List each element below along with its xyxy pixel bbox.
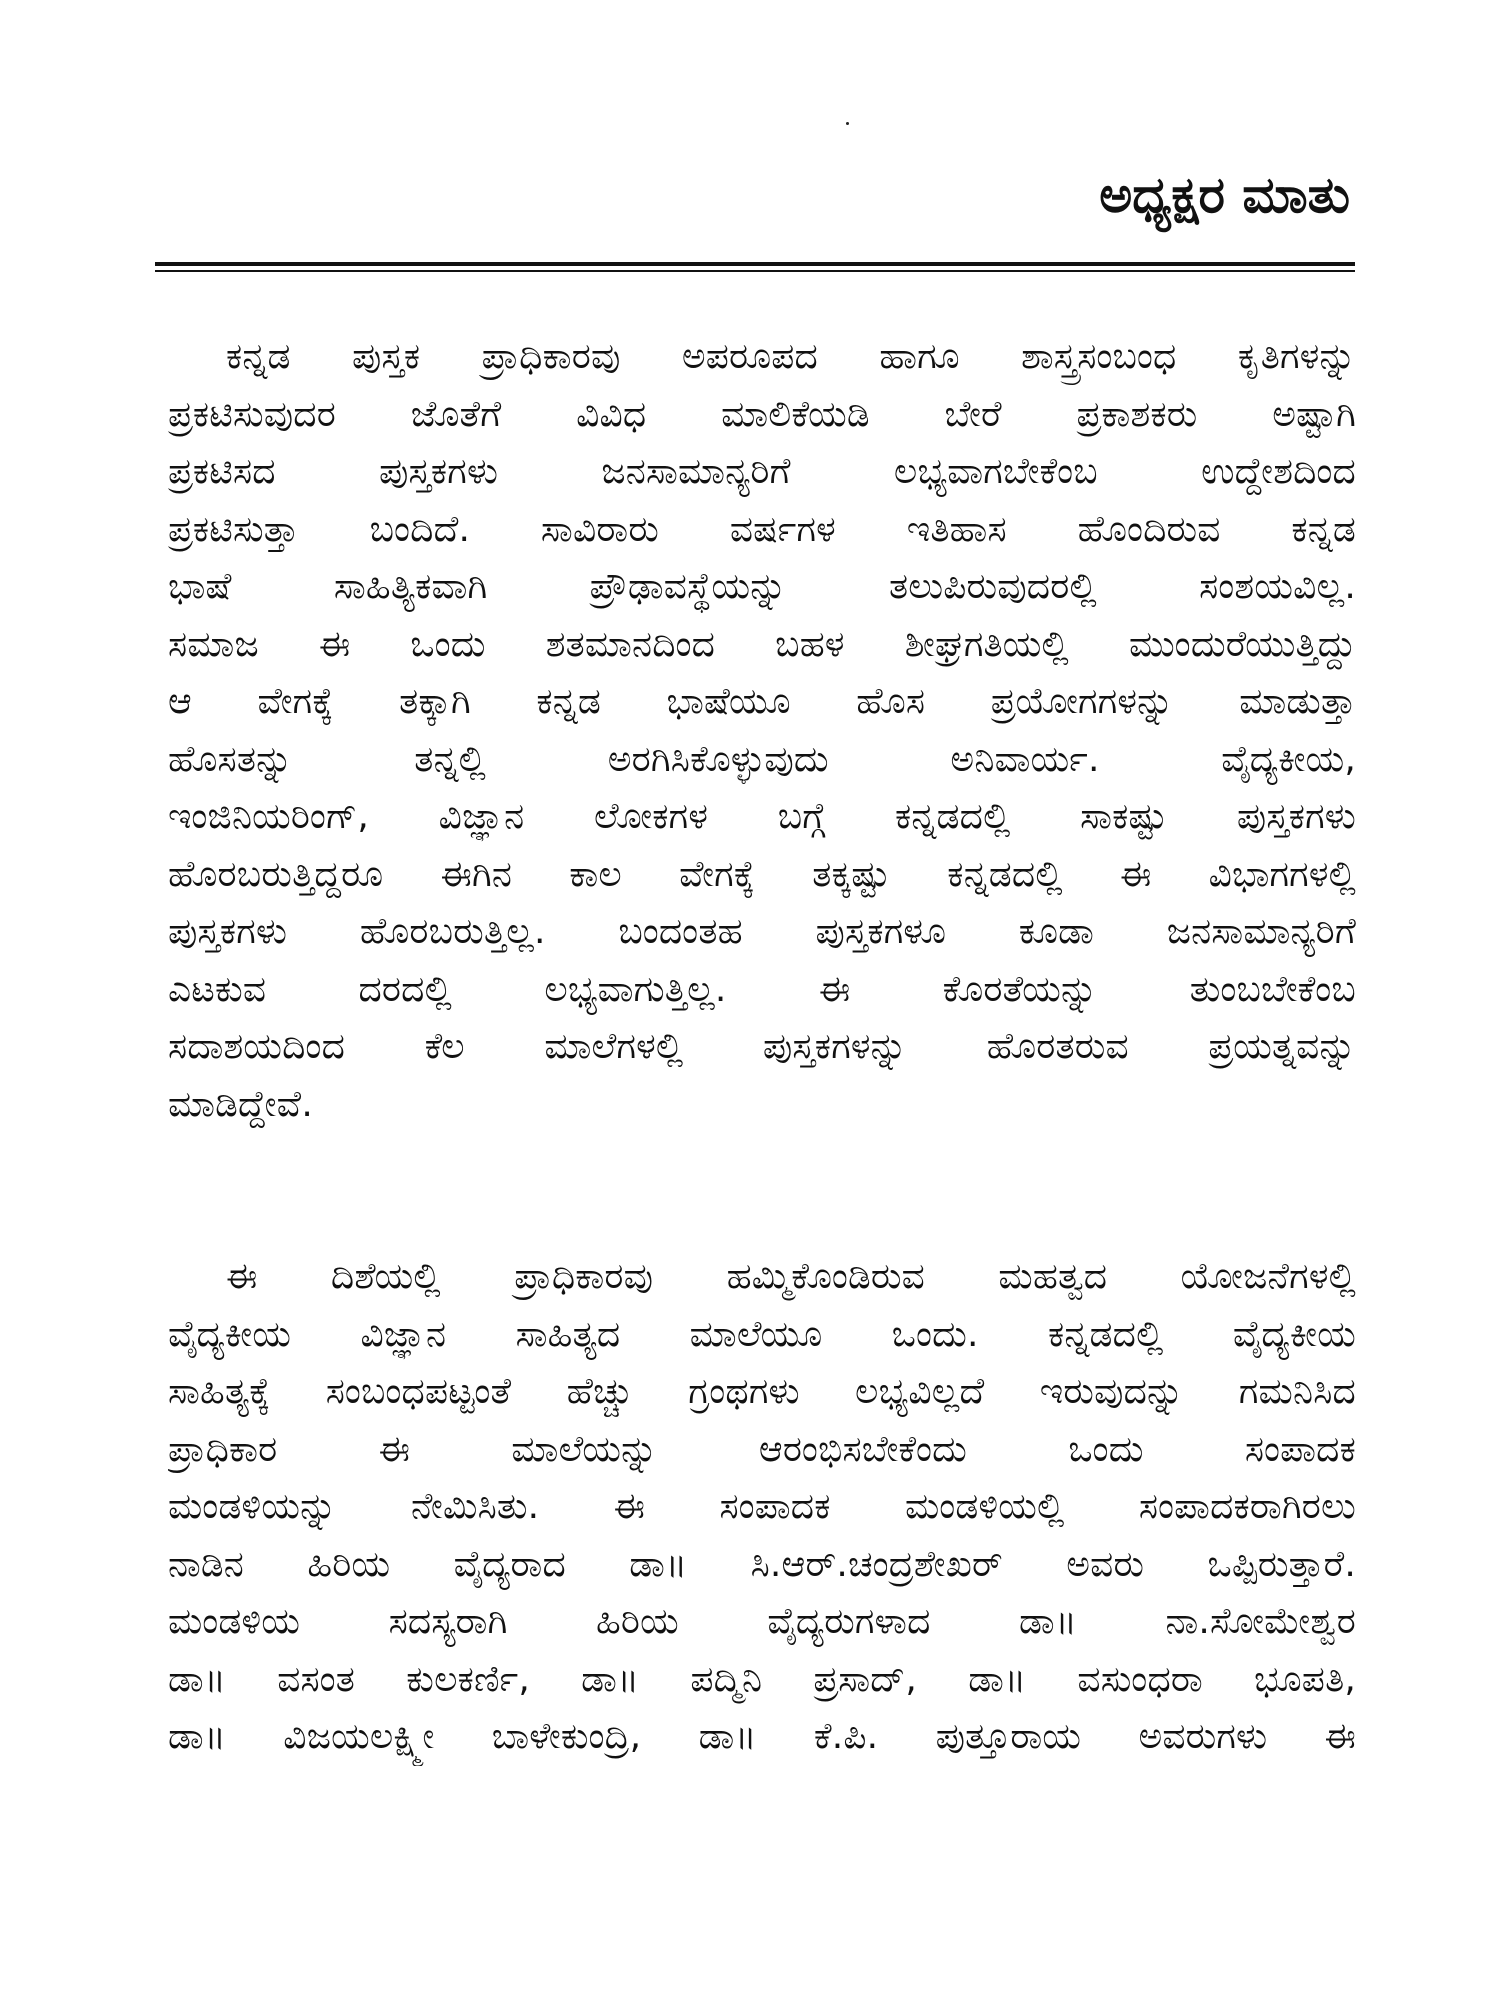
- text-line: ಹೊರಬರುತ್ತಿದ್ದರೂ ಈಗಿನ ಕಾಲ ವೇಗಕ್ಕೆ ತಕ್ಕಷ್ಟು ಕನ್ನಡದಲ್ಲಿ ಈ ವಿಭಾಗಗಳಲ್ಲಿ: [168, 853, 1356, 895]
- text-line: ಡಾ॥ ವಸಂತ ಕುಲಕರ್ಣಿ, ಡಾ॥ ಪದ್ಮಿನಿ ಪ್ರಸಾದ್, ಡಾ॥ ವಸುಂಧರಾ ಭೂಪತಿ,: [168, 1658, 1356, 1700]
- text-line: ಪುಸ್ತಕಗಳು ಹೊರಬರುತ್ತಿಲ್ಲ. ಬಂದಂತಹ ಪುಸ್ತಕಗಳೂ ಕೂಡಾ ಜನಸಾಮಾನ್ಯರಿಗೆ: [168, 911, 1356, 952]
- text-line: ಮಂಡಳಿಯ ಸದಸ್ಯರಾಗಿ ಹಿರಿಯ ವೈದ್ಯರುಗಳಾದ ಡಾ॥ ನಾ.ಸೋಮೇಶ್ವರ: [168, 1601, 1356, 1642]
- text-line: ಪ್ರಕಟಿಸುತ್ತಾ ಬಂದಿದೆ. ಸಾವಿರಾರು ವರ್ಷಗಳ ಇತಿಹಾಸ ಹೊಂದಿರುವ ಕನ್ನಡ: [168, 508, 1356, 550]
- text-line: ಸಮಾಜ ಈ ಒಂದು ಶತಮಾನದಿಂದ ಬಹಳ ಶೀಘ್ರಗತಿಯಲ್ಲಿ ಮುಂದುರೆಯುತ್ತಿದ್ದು: [168, 623, 1356, 665]
- text-line: ಹೊಸತನ್ನು ತನ್ನಲ್ಲಿ ಅರಗಿಸಿಕೊಳ್ಳುವುದು ಅನಿವಾರ್ಯ. ವೈದ್ಯಕೀಯ,: [168, 738, 1356, 780]
- text-line: ನಾಡಿನ ಹಿರಿಯ ವೈದ್ಯರಾದ ಡಾ॥ ಸಿ.ಆರ್.ಚಂದ್ರಶೇಖರ್ ಅವರು ಒಪ್ಪಿರುತ್ತಾರೆ.: [168, 1543, 1356, 1585]
- title-rule-thick: [155, 262, 1355, 266]
- scan-speck: [846, 122, 849, 125]
- text-line: ಡಾ॥ ವಿಜಯಲಕ್ಷ್ಮೀ ಬಾಳೇಕುಂದ್ರಿ, ಡಾ॥ ಕೆ.ಪಿ. ಪುತ್ತೂರಾಯ ಅವರುಗಳು ಈ: [168, 1716, 1356, 1757]
- text-line: ಸಾಹಿತ್ಯಕ್ಕೆ ಸಂಬಂಧಪಟ್ಟಂತೆ ಹೆಚ್ಚು ಗ್ರಂಥಗಳು ಲಭ್ಯವಿಲ್ಲದೆ ಇರುವುದನ್ನು ಗಮನಿಸಿದ: [168, 1371, 1356, 1412]
- text-line: ಮಂಡಳಿಯನ್ನು ನೇಮಿಸಿತು. ಈ ಸಂಪಾದಕ ಮಂಡಳಿಯಲ್ಲಿ ಸಂಪಾದಕರಾಗಿರಲು: [168, 1486, 1356, 1527]
- text-line: ವೈದ್ಯಕೀಯ ವಿಜ್ಞಾನ ಸಾಹಿತ್ಯದ ಮಾಲೆಯೂ ಒಂದು. ಕನ್ನಡದಲ್ಲಿ ವೈದ್ಯಕೀಯ: [168, 1313, 1356, 1355]
- text-line: ಪ್ರಾಧಿಕಾರ ಈ ಮಾಲೆಯನ್ನು ಆರಂಭಿಸಬೇಕೆಂದು ಒಂದು ಸಂಪಾದಕ: [168, 1428, 1356, 1470]
- paragraph-2: [168, 1248, 1356, 1766]
- text-line: ಆ ವೇಗಕ್ಕೆ ತಕ್ಕಾಗಿ ಕನ್ನಡ ಭಾಷೆಯೂ ಹೊಸ ಪ್ರಯೋಗಗಳನ್ನು ಮಾಡುತ್ತಾ: [168, 681, 1356, 722]
- text-line: ಸದಾಶಯದಿಂದ ಕೆಲ ಮಾಲೆಗಳಲ್ಲಿ ಪುಸ್ತಕಗಳನ್ನು ಹೊರತರುವ ಪ್ರಯತ್ನವನ್ನು: [168, 1026, 1356, 1067]
- text-line: ಕನ್ನಡ ಪುಸ್ತಕ ಪ್ರಾಧಿಕಾರವು ಅಪರೂಪದ ಹಾಗೂ ಶಾಸ್ತ್ರಸಂಬಂಧ ಕೃತಿಗಳನ್ನು: [226, 336, 1356, 377]
- text-line: ಎಟಕುವ ದರದಲ್ಲಿ ಲಭ್ಯವಾಗುತ್ತಿಲ್ಲ. ಈ ಕೊರತೆಯನ್ನು ತುಂಬಬೇಕೆಂಬ: [168, 968, 1356, 1010]
- text-line: ಪ್ರಕಟಿಸದ ಪುಸ್ತಕಗಳು ಜನಸಾಮಾನ್ಯರಿಗೆ ಲಭ್ಯವಾಗಬೇಕೆಂಬ ಉದ್ದೇಶದಿಂದ: [168, 451, 1356, 492]
- text-line: ಇಂಜಿನಿಯರಿಂಗ್, ವಿಜ್ಞಾನ ಲೋಕಗಳ ಬಗ್ಗೆ ಕನ್ನಡದಲ್ಲಿ ಸಾಕಷ್ಟು ಪುಸ್ತಕಗಳು: [168, 796, 1356, 837]
- title-rule-thin: [155, 270, 1355, 272]
- paragraph-1: [168, 328, 1356, 1133]
- text-line: ಈ ದಿಶೆಯಲ್ಲಿ ಪ್ರಾಧಿಕಾರವು ಹಮ್ಮಿಕೊಂಡಿರುವ ಮಹತ್ವದ ಯೋಜನೆಗಳಲ್ಲಿ: [226, 1256, 1356, 1297]
- page-title: ಅಧ್ಯಕ್ಷರ ಮಾತು: [1099, 166, 1350, 224]
- text-line: ಪ್ರಕಟಿಸುವುದರ ಜೊತೆಗೆ ವಿವಿಧ ಮಾಲಿಕೆಯಡಿ ಬೇರೆ ಪ್ರಕಾಶಕರು ಅಷ್ಟಾಗಿ: [168, 393, 1356, 435]
- text-line: ಮಾಡಿದ್ದೇವೆ.: [168, 1083, 313, 1125]
- text-line: ಭಾಷೆ ಸಾಹಿತ್ಯಿಕವಾಗಿ ಪ್ರೌಢಾವಸ್ಥೆಯನ್ನು ತಲುಪಿರುವುದರಲ್ಲಿ ಸಂಶಯವಿಲ್ಲ.: [168, 566, 1356, 607]
